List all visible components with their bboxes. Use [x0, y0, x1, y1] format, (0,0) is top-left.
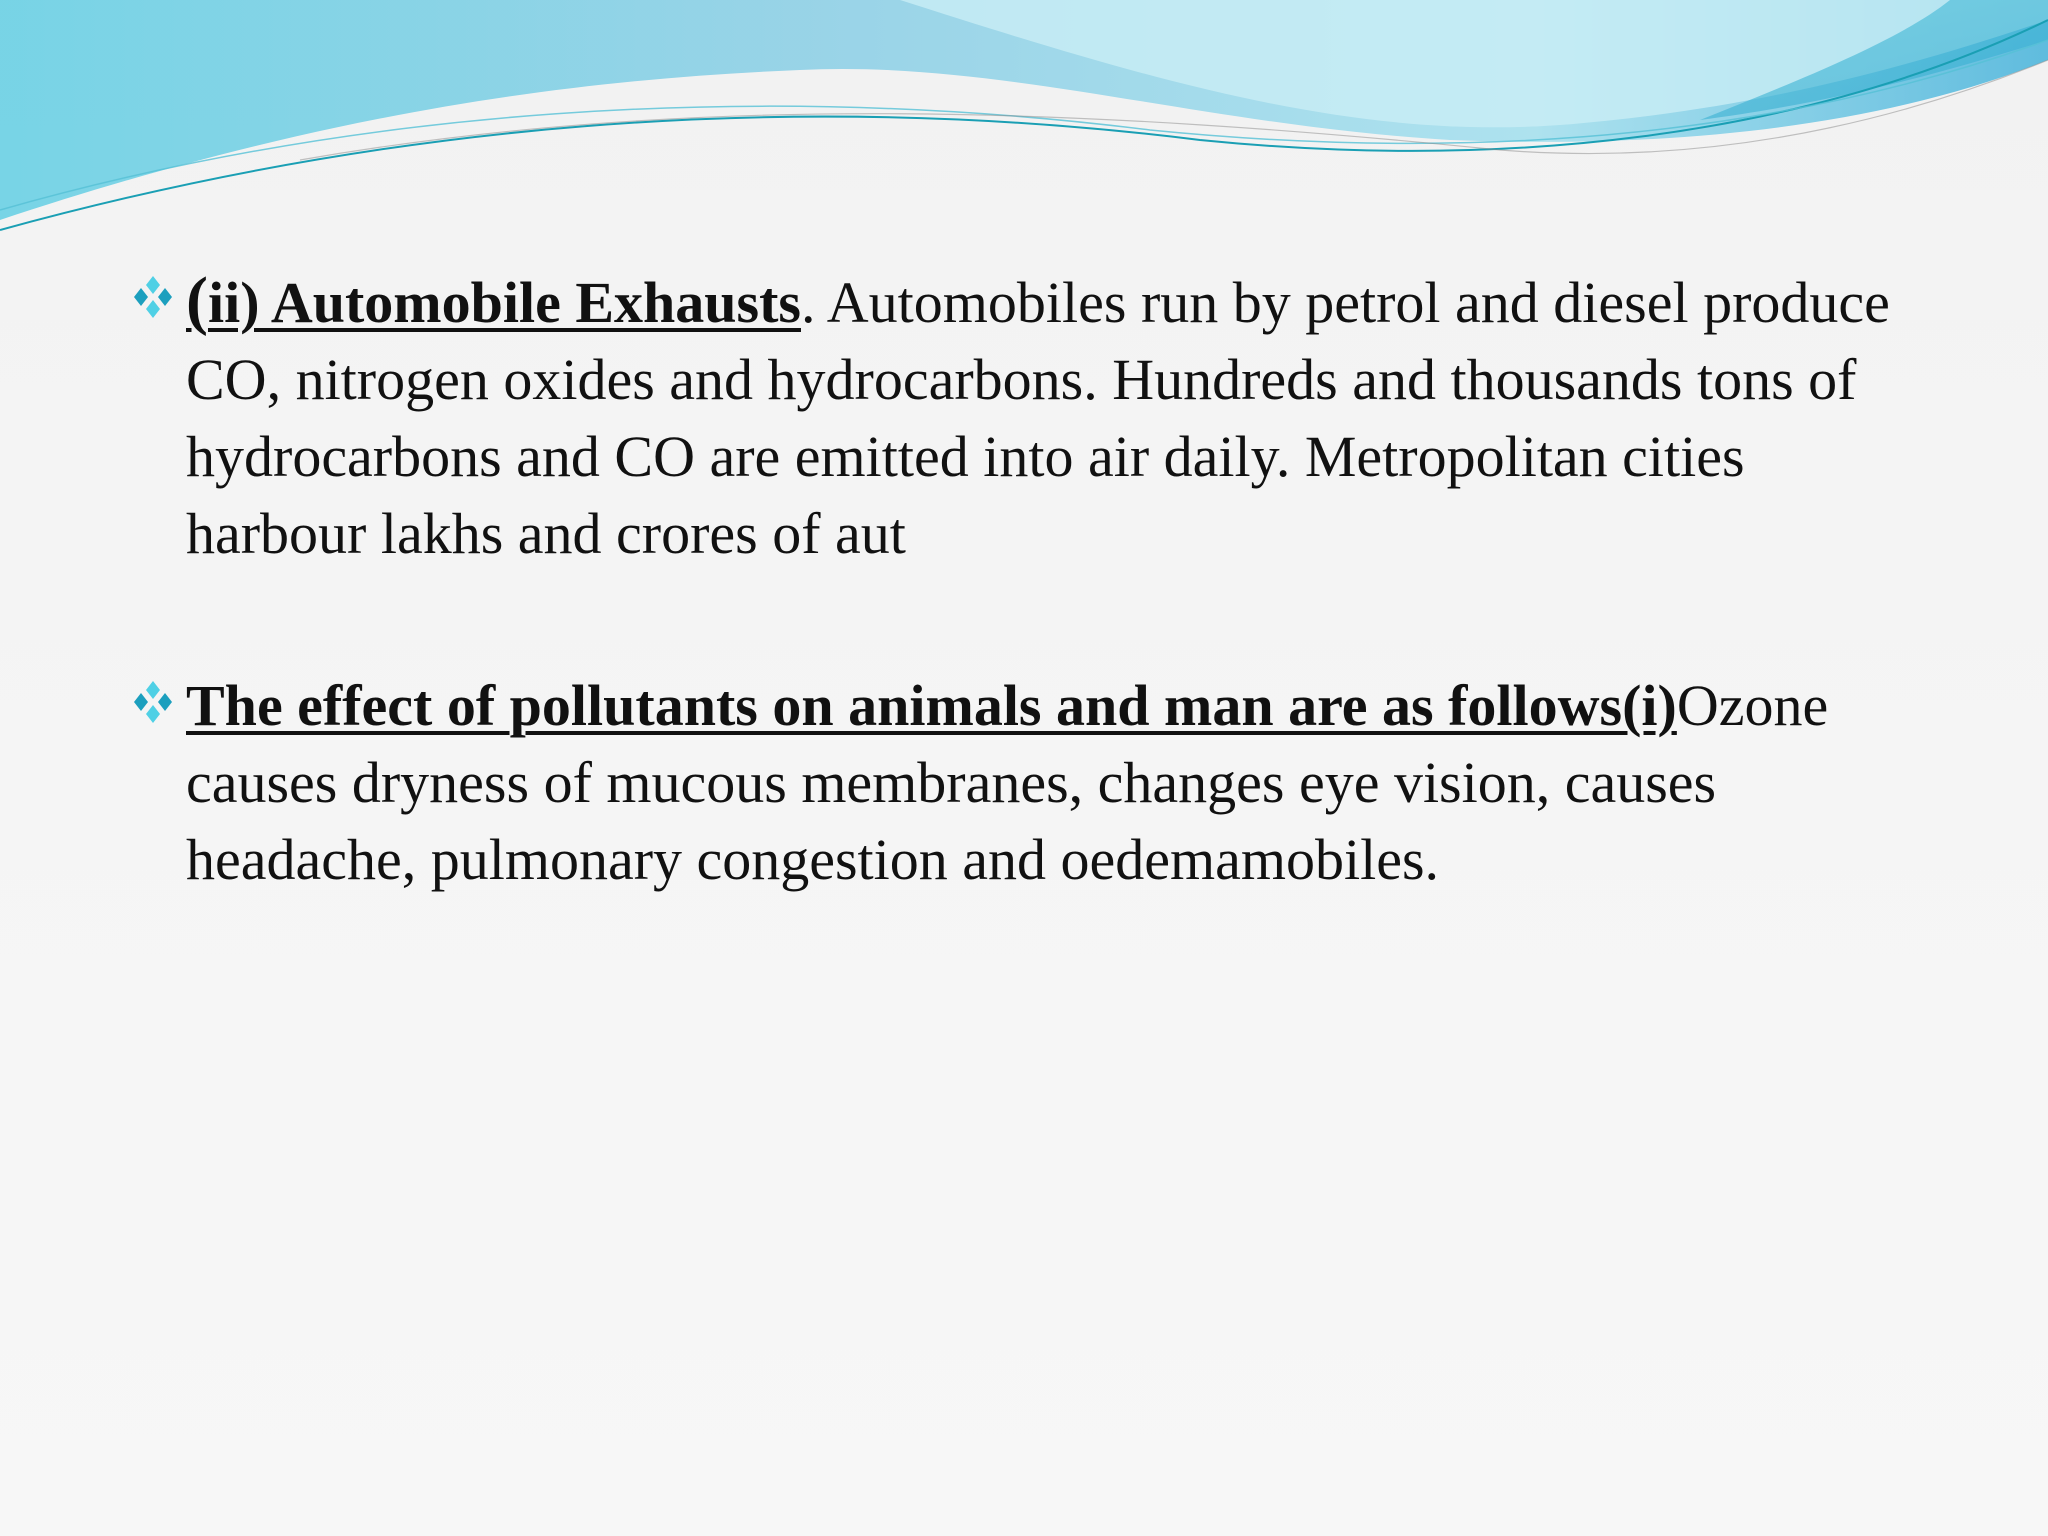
heading-automobile-exhausts: [186, 264, 801, 337]
heading-automobile-exhausts-text: ii) Automobile Exhausts: [207, 270, 801, 335]
heading-effect-of-pollutants: The effect of pollutants on animals and man are as follows(i): [186, 673, 1677, 738]
decorative-wave-header: [0, 0, 2048, 240]
automobile-exhausts-body: . Automobiles run by petrol and diesel produce CO, nitrogen oxides and hydrocarbons. Hundreds and thousands tons of hydrocarbons and CO are emitted into air daily. Metropolitan cities harbour lakhs and crores of aut: [186, 270, 1890, 566]
bullet-item-automobile-exhausts: [130, 262, 1930, 572]
slide-content: [130, 262, 1930, 993]
open-paren: (: [186, 264, 208, 337]
bullet-item-effect-of-pollutants: [130, 667, 1930, 898]
diamond-cluster-bullet-icon: [130, 679, 176, 725]
diamond-cluster-bullet-icon: [130, 274, 176, 320]
effect-of-pollutants-body: Ozone causes dryness of mucous membranes, changes eye vision, causes headache, pulmonary congestion and oedemamobiles.: [186, 673, 1829, 892]
